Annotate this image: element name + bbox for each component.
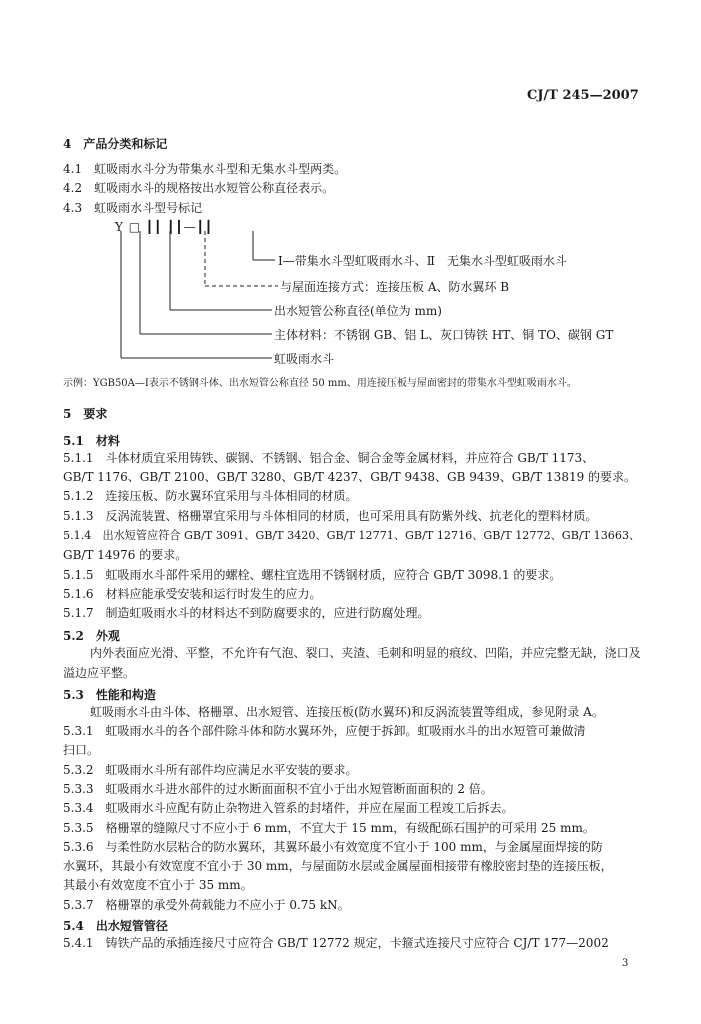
- clause-5-2: 5.2 外观: [63, 629, 120, 643]
- clause-5-1-6: 5.1.6 材料应能承受安装和运行时发生的应力。: [63, 587, 322, 601]
- model-label-type: Ⅰ—带集水斗型虹吸雨水斗、Ⅱ 无集水斗型虹吸雨水斗: [278, 254, 567, 268]
- clause-5-3-1-line1: 5.3.1 虹吸雨水斗的各个部件除斗体和防水翼环外，应便于拆卸。虹吸雨水斗的出水短管可兼做清: [63, 724, 586, 738]
- section-5-title: 5 要求: [63, 407, 108, 421]
- clause-5-3-6-line1: 5.3.6 与柔性防水层粘合的防水翼环，其翼环最小有效宽度不宜小于 100 mm，与金属屋面焊接的防: [63, 840, 603, 854]
- clause-5-1-2: 5.1.2 连接压板、防水翼环宜采用与斗体相同的材质。: [63, 489, 358, 503]
- clause-5-3-6-line3: 其最小有效宽度不宜小于 35 mm。: [63, 878, 253, 892]
- clause-5-1-7: 5.1.7 制造虹吸雨水斗的材料达不到防腐要求的，应进行防腐处理。: [63, 606, 430, 620]
- page-number: 3: [622, 958, 629, 969]
- clause-5-3-3: 5.3.3 虹吸雨水斗进水部件的过水断面面积不宜小于出水短管断面面积的 2 倍。: [63, 782, 493, 796]
- clause-5-1-4-line2: GB/T 14976 的要求。: [63, 548, 188, 562]
- model-label-product: 虹吸雨水斗: [274, 352, 335, 366]
- section-4-title: 4 产品分类和标记: [63, 137, 168, 151]
- clause-5-1-1-line2: GB/T 1176、GB/T 2100、GB/T 3280、GB/T 4237、GB/T 9438、GB 9439、GB/T 13819 的要求。: [63, 470, 637, 484]
- clause-5-4-1: 5.4.1 铸铁产品的承插连接尺寸应符合 GB/T 12772 规定，卡箍式连接尺寸应符合 CJ/T 177—2002: [63, 936, 609, 950]
- model-example: 示例：YGB50A—Ⅰ表示不锈钢斗体、出水短管公称直径 50 mm、用连接压板与屋面密封的带集水斗型虹吸雨水斗。: [63, 378, 577, 389]
- model-label-diameter: 出水短管公称直径(单位为 mm): [274, 304, 442, 318]
- clause-4-1: 4.1 虹吸雨水斗分为带集水斗型和无集水斗型两类。: [63, 162, 347, 176]
- model-label-material: 主体材料：不锈钢 GB、铝 L、灰口铸铁 HT、铜 TO、碳钢 GT: [274, 328, 614, 342]
- clause-5-1-4-line1: 5.1.4 出水短管应符合 GB/T 3091、GB/T 3420、GB/T 12771、GB/T 12716、GB/T 12772、GB/T 13663、: [63, 529, 641, 542]
- clause-5-1-3: 5.1.3 反涡流装置、格栅罩宜采用与斗体相同的材质，也可采用具有防紫外线、抗老化的塑料材质。: [63, 509, 598, 523]
- clause-5-1: 5.1 材料: [63, 434, 120, 448]
- clause-5-3-4: 5.3.4 虹吸雨水斗应配有防止杂物进入管系的封堵件，并应在屋面工程竣工后拆去。: [63, 801, 514, 815]
- clause-5-1-5: 5.1.5 虹吸雨水斗部件采用的螺栓、螺柱宜选用不锈钢材质，应符合 GB/T 3098.1 的要求。: [63, 568, 562, 582]
- model-mark: Y □ ┃┃ ┃┃—┃┃: [115, 220, 214, 234]
- clause-5-3-1-line2: 扫口。: [63, 743, 100, 757]
- clause-5-3-intro: 虹吸雨水斗由斗体、格栅罩、出水短管、连接压板(防水翼环)和反涡流装置等组成，参见附录 A。: [90, 705, 604, 719]
- clause-5-3-2: 5.3.2 虹吸雨水斗所有部件均应满足水平安装的要求。: [63, 763, 358, 777]
- clause-4-2: 4.2 虹吸雨水斗的规格按出水短管公称直径表示。: [63, 181, 335, 195]
- clause-5-1-1-line1: 5.1.1 斗体材质宜采用铸铁、碳钢、不锈钢、铝合金、铜合金等金属材料，并应符合 GB/T 1173、: [63, 451, 595, 465]
- clause-5-3-7: 5.3.7 格栅罩的承受外荷载能力不应小于 0.75 kN。: [63, 898, 350, 912]
- clause-5-2-line2: 溢边应平整。: [63, 666, 136, 680]
- clause-5-3: 5.3 性能和构造: [63, 688, 156, 702]
- model-label-connection: 与屋面连接方式：连接压板 A、防水翼环 B: [280, 280, 510, 294]
- clause-4-3: 4.3 虹吸雨水斗型号标记: [63, 201, 203, 215]
- standard-number: CJ/T 245—2007: [527, 88, 639, 103]
- clause-5-3-5: 5.3.5 格栅罩的缝隙尺寸不应小于 6 mm，不宜大于 15 mm，有级配砾石围护的可采用 25 mm。: [63, 821, 595, 835]
- clause-5-3-6-line2: 水翼环，其最小有效宽度不宜小于 30 mm，与屋面防水层或金属屋面相接带有橡胶密封垫的连接压板，: [63, 859, 613, 873]
- clause-5-4: 5.4 出水短管管径: [63, 919, 168, 933]
- clause-5-2-line1: 内外表面应光滑、平整，不允许有气泡、裂口、夹渣、毛刺和明显的痕纹、凹陷，并应完整无缺，浇口及: [90, 646, 641, 660]
